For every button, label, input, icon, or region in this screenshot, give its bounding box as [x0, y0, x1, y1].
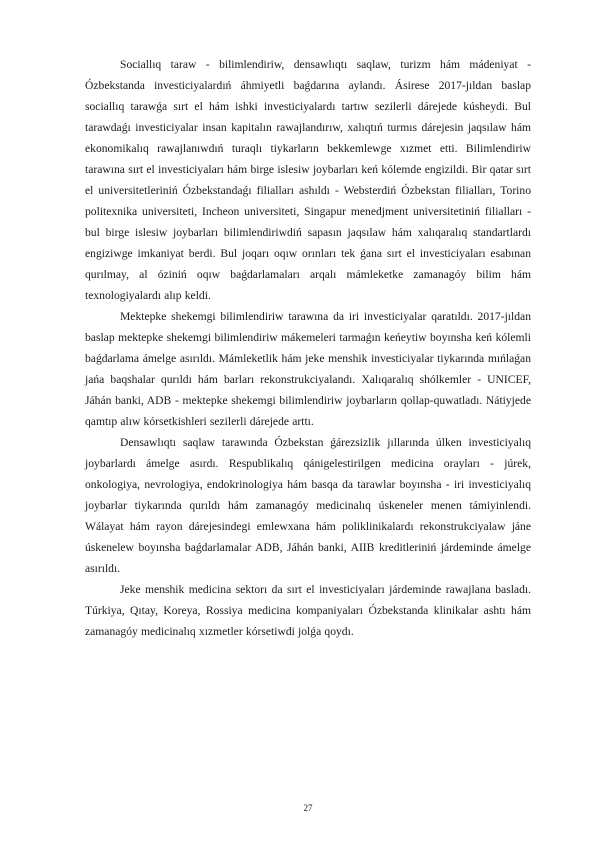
body-text [85, 54, 531, 642]
paragraph-preschool-education: Mektepke shekemgi bilimlendiriw tarawına da iri investiciyalar qaratıldı. 2017-jıldan baslap mektepke shekemgi bilimlendiriw mákemeleri tarmaǵın keńeytiw boyınsha keń kólemli baǵdarlama ámelge asırıldı. Mámleketlik hám jeke menshik investiciyalar tiykarında mıńlaǵan jańa baqshalar qurıldı hám barları rekonstrukciyalandı. Xalıqaralıq shólkemler - UNICEF, Jáhán banki, ADB - mektepke shekemgi bilimlendiriw joybarların qollap-quwatladı. Nátiyjede qamtıp alıw kórsetkishleri sezilerli dárejede arttı. [85, 310, 531, 428]
paragraph-healthcare: Densawlıqtı saqlaw tarawında Ózbekstan ǵárezsizlik jıllarında úlken investiciyalıq joybarlardı ámelge asırdı. Respublikalıq qánigelestirilgen medicina orayları - júrek, onkologiya, nevrologiya, endokrinologiya hám basqa da tarawlar boyınsha - iri investiciyalıq joybarlar tiykarında qurıldı hám zamanagóy medicinalıq úskeneler menen támiyinlendi. Wálayat hám rayon dárejesindegi emlewxana hám poliklinikalardı rekonstrukciyalaw jáne úskenelew boyınsha baǵdarlamalar ADB, Jáhán banki, AIIB kreditleriniń járdeminde ámelge asırıldı. [85, 436, 531, 575]
paragraph-social-sector: Sociallıq taraw - bilimlendiriw, densawlıqtı saqlaw, turizm hám mádeniyat - Ózbekstanda investiciyalardıń áhmiyetli baǵdarına aylandı. Ásirese 2017-jıldan baslap sociallıq tarawǵa sırt el hám ishki investiciyalardı tartıw sezilerli dárejede kúsheydi. Bul tarawdaǵı investiciyalar insan kapitalın rawajlandırıw, xalıqtıń turmıs dárejesin jaqsılaw hám ekonomikalıq rawajlanıwdıń turaqlı tiykarların bekkemlewge xızmet etti. Bilimlendiriw tarawına sırt el investiciyaları hám birge islesiw joybarları keń kólemde engizildi. Bir qatar sırt el universitetleriniń Ózbekstandaǵı filialları ashıldı - Websterdiń Ózbekstan filialları, Torino politexnika universiteti, Incheon universiteti, Singapur menedjment universitetiniń filialları - bul birge islesiw joybarları bilimlendiriwdiń sapasın jaqsılaw hám xalıqaralıq standartlardı engiziwge imkaniyat berdi. Bul joqarı oqıw orınları tek ǵana sırt el investiciyaları esabınan qurılmay, al óziniń oqıw baǵdarlamaları arqalı mámleketke zamanagóy bilim hám texnologiyalardı alıp keldi. [85, 58, 531, 302]
page-number: 27 [303, 803, 313, 813]
paragraph-private-medicine: Jeke menshik medicina sektorı da sırt el investiciyaları járdeminde rawajlana basladı. Túrkiya, Qıtay, Koreya, Rossiya medicina kompaniyaları Ózbekstanda klinikalar ashtı hám zamanagóy medicinalıq xızmetler kórsetiwdi jolǵa qoydı. [85, 583, 531, 638]
